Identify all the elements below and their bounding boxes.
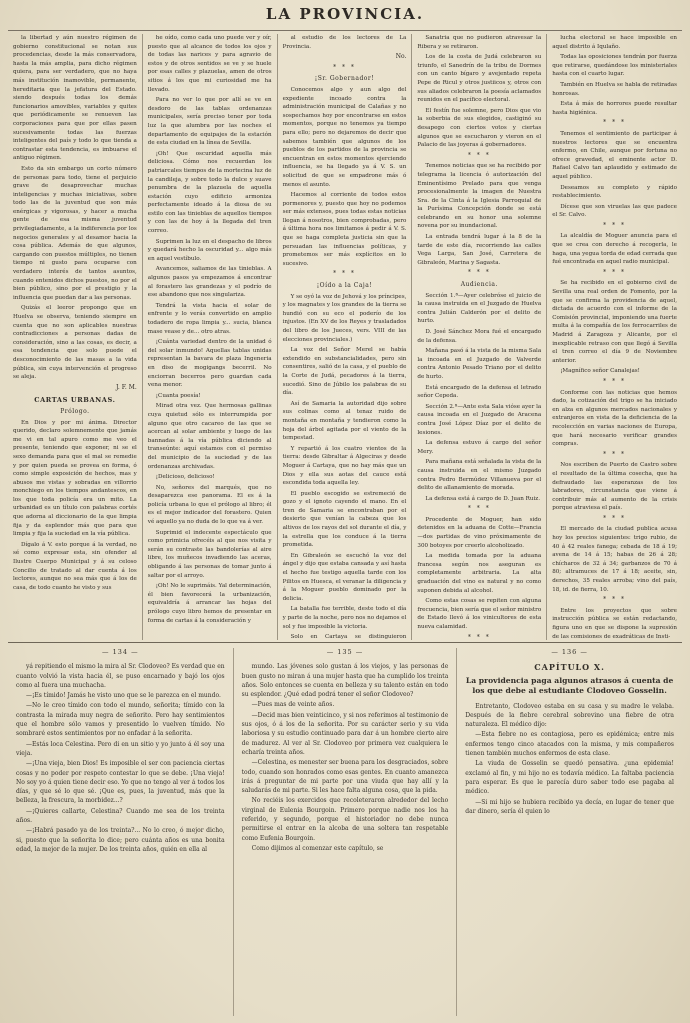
paragraph: Mañana pasó á la vista de la misma Sala la incoada en el Juzgado de Valverde contra Antonio Pesado Triano por el delito de hurto.: [417, 348, 542, 380]
section-separator-stars: * * *: [333, 270, 356, 278]
paragraph: Como estas cosas se repiten con alguna frecuencia, bien sería que el señor ministro de Estado llevó á los vinicultores de esta nueva calamidad.: [417, 598, 542, 630]
paragraph: Todas las oposiciones tendrán por fuerza que retirarse, quedándose los ministeriales hasta con el cuarto lugar.: [552, 54, 677, 78]
section-separator-stars: * * *: [333, 63, 356, 71]
column-2: [143, 34, 278, 640]
paragraph: La defensa estuvo á cargo del señor Mery.: [417, 440, 542, 455]
paragraph: La entrada tendrá lugar á la 8 de la tarde de este día, recorriendo las calles Vega Larga, San José, Carretera de Gibraleón, Marina y Sagasta.: [417, 234, 542, 266]
paragraph: —Si mi hijo se hubiera recibido ya decía, en lugar de tener que dar dinero, sería él quien lo: [465, 798, 674, 815]
paragraph: El pueblo escogido se estremeció de gozo y el ignoto cayendo el mano. En el tren de Samaria se encontraban por el desierto que venían la cabeza que los altivos de los rayos del sol durante el día, y la estrella que los conduce á la tierra prometida.: [282, 490, 407, 549]
paragraph: Tenemos el sentimiento de participar á nuestros lectores que se encuentra enfermo, en Chile, aunque por fortuna no ofrece gravedad, el eminente actor D. Rafael Calvo tan aplaudido y estimado de aquel público.: [552, 130, 677, 180]
paragraph: La batalla fue terrible, deste todo el día y parte de la noche, pero nos no dejamos el sol y fue imposible la victoria.: [282, 606, 407, 630]
paragraph: Se ha recibido en el gobierno civil de Sevilla una real orden de Fomento, por la que se confirma la providencia de aquel, dictada de acuerdo con el informe de la Comisión provincial, imponiendo una fuerte multa á la compañía de los ferrocarriles de Madrid á Zaragoza y Alicante, por el inexplicable retraso con que llegó á Sevilla el tren correo el día 9 de Noviembre anterior.: [552, 280, 677, 364]
paragraph: La alcaldía de Moguer anuncia para el que se crea con derecho á recogerla, le haga, una yegua torda de edad cerrada que fué encontrada en aquel radio municipal.: [552, 233, 677, 266]
paragraph: No reciéis los exercidos que recoleteraron alrededor del lecho virginal de Eulenia Bourgoin. Primero porque nadie nos los ha referido, y segundo, porque el historiador no debe nunca permitirse el entrar en la alcoba de una soltera tan respetable como Eufenia Bourgoin.: [241, 797, 449, 842]
paragraph: Tenemos noticias que se ha recibido por telegrama la licencia ó autorización del Eminentísimo Prelado para que venga procesionalmente la imagen de Nuestra Sra. de la Cinta á la Iglesia Parroquial de la Purísima Concepción donde se está celebrando en su honor una solemne novena por su inundacional.: [417, 163, 542, 230]
paragraph: Sección 2.ª—Ante esta Sala vióse ayer la causa incoada en el Juzgado de Aracena contra José López Díaz por el delito de lesiones.: [417, 403, 542, 436]
paragraph: Procedente de Moguer, han sido detenidos en la aduana de Cotte—Francia—dos partidas de vino próximamente de 300 botoyes por creerlo alcoholizado.: [417, 516, 542, 549]
paragraph: Solo en Cartaya se distinguieron: [290, 634, 407, 640]
paragraph: Nos escriben de Puerto de Castro sobre el resultado de la última cosecha, que ha defraudado las esperanzas de los labradores, circunstancia que viene á contribuir más al aumento de la crisis porque atraviesa el país.: [552, 462, 677, 512]
paragraph: —¡Habrá pasado ya de los treinta?... No lo creo, ó mejor dicho, si, puesto que la señorita lo dice; pero cuánta años es una bonita edad, la mejor de la mujer. De los treinta años, quién en ella al: [16, 827, 225, 853]
paragraph: Dígalo á V. esto porque á la verdad, no sé como expresar esta, sin ofender al Ilustre Cuerpo Municipal y á su celoso Concilio de tratado al dar cuenta á los lectores, aunque no sea más que á los de casa, de todo cuanto he visto y sus: [13, 541, 137, 591]
chapter-subtitle: La providencia paga algunos atrasos á cuenta de los que debe al estudiante Clodoveo Gosselin.: [465, 675, 674, 695]
paragraph: D. José Sánchez Mora fué el encargado de la defensa.: [417, 329, 542, 344]
section-separator-stars: * * *: [603, 268, 626, 276]
upper-columns: [8, 34, 682, 640]
paragraph: Avancemos, saliamos de las tinieblas. A algunos pasos ya empezamos á encontrar al forastero las grandezas y el podrío de ese abandono que nos singulariza.: [147, 266, 272, 299]
paragraph: Y se oyó la voz de Jehová y los príncipes, y los magnates y los grandes de la tierra se hundió con su eco el poderío de los injustos. (En XV de los Reyes y trasladados del libro de los Jueces, vers. VIII de las elecciones provinciales.): [282, 293, 407, 343]
paragraph: El festín fue solemne, pero Dios que vio la soberbia de sus elegidos, castiginó su desapego con ciertos votos y ciertas algunos que se escucharon y vieron en el Palacio de las joyeras á gobernadores.: [417, 107, 542, 149]
author-signature: No.: [395, 53, 407, 61]
section-separator-stars: * * *: [467, 151, 491, 159]
paragraph: No, señores del marqués, que no desaparezca ese panorama. El es á la policía urbana lo que el prólogo al libro; él es el mejor indicador del forastero. Quien vé aquello ya no duda de lo que va á ver.: [147, 484, 272, 526]
paragraph: —Pues mas de veinte años.: [251, 701, 335, 709]
newspaper-title: LA PROVINCIA.: [265, 5, 425, 23]
page-number: — 134 —: [102, 648, 139, 656]
paragraph: Está encargado de la defensa el letrado señor Cepeda.: [417, 384, 542, 400]
subheading-gobernador: ¡Sr. Gobernador!: [314, 75, 375, 83]
paragraph: Mirad otra vez. Que hermosas gallinas cuya quietud sólo es interrumpida por alguno que otro cacareo de las que se acercan al solar ambiente y luego de las bannadas á la vía pública diciendo al transeúnte: aquí estamos con el permiso del municipio de la suciedad y de las ordenanzas archivadas.: [147, 403, 272, 470]
section-separator-stars: * * *: [467, 505, 491, 513]
section-separator-stars: * * *: [467, 269, 491, 277]
paragraph: En Dios y por mi ánima. Director querido, declaro solemnemente que jamás me vi en tal apuro como me veo el presente, teniendo que exponer, ni se el sexo demanda para que el mal se remedie y por quien pueda se provea en forma, ó como simple exposición de hechos, mas y abusos me vistas y sobradas en villorrio monchiego en los tiempos andantescos, en los que toda policía era un mito. La urbanidad es un título con palabras cortés que adorna al diccionario de la que limpia fija y da esplendor más que para que limpia y fija la suciedad en la vía pública.: [13, 419, 137, 538]
paragraph: Para mañana está señalada la vista de la causa instruida en el mismo Juzgado contra Pedro Bermúdez Villanueva por el delito de allanamiento de morada.: [417, 459, 542, 492]
paragraph: Para no ver lo que por allí se ve en desdoro de las tablas ordenanzas municipales, sería preciso tener por toda luz la que alumbra por las noches el departamento de equipajes de la estación de esta ciudad en la línea de Sevilla.: [147, 97, 272, 147]
masthead-rule: [8, 30, 682, 31]
paragraph: Sanatria que no pudieron atravesar la Ribera y se retiraron.: [417, 35, 542, 50]
section-separator-stars: * * *: [603, 596, 626, 604]
paragraph: La defensa está á cargo de D. Juan Ruiz.: [425, 495, 540, 502]
paragraph: En Gibraleón se escuchó la voz del ángel y dijo que estaba cansada y así hasta el hecho fue testigo aquella tarde con los Pilitos en Huesca, el veranar la diligencia y á la Moguer pueblo dominado por la delicia.: [282, 552, 407, 602]
paragraph: —¡Es tímido! Jamás he visto uno que se le parezca en el mundo.: [26, 692, 221, 700]
paragraph: Deseamos su completo y rápido restablecimiento.: [552, 184, 677, 200]
paragraph: Suprimen la luz en el despacho de libros y quedará hecho la oscuridad y... algo más en aquel vestíbulo.: [147, 238, 272, 262]
paragraph: —¡Una vieja, bien Dios! Es imposible el ser con paciencia ciertas cosas y no poder por respeto contestar lo que se debe. ¡Una vieja! No soy yo á quien tiene decir eso. Yo que no tengo al ver á todos los días, y que sé lo que sé. ¡Que es, pues, la juventud, más que la belleza, la frescura, la morbidez...?: [16, 760, 225, 805]
paragraph: Conforme con las noticias que hemos dado, la cotización del trigo se ha iniciado en alza en algunos mercados nacionales y extranjeros en vista de la deficiencia de la recolección en varias naciones de Europa, que hará necesario verificar grandes compras.: [552, 389, 677, 448]
paragraph: yá repitiendo el mismo la mira al Sr. Clodoveo? Es verdad que en cuanto volvió la vista hacia él, se puso encarnado y bajó los ojos como al fuera una muchacha.: [16, 663, 225, 689]
paragraph: Como dijimos al comenzar este capítulo, se: [251, 844, 384, 852]
paragraph: El mercado de la ciudad publica acusa hoy los precios siguientes: trigo rubio, de 40 á 42 reales fanega; cebada de 18 á 19; avena de 14 á 15; habas de 26 á 28; chícharos de 32 á 34; garbanzos de 70 á 80; altramuces de 17 á 18; aceite, sin, derechos, 35 reales arroba; vino del país, 18, id. de fierra, 10.: [552, 526, 677, 593]
serial-section: [8, 648, 682, 1016]
paragraph: Esta á más de horrores puede resultar hasta higiénica.: [552, 101, 677, 116]
paragraph: Tendrá la vista hacia el solar de enfrente y lo verás convertido en amplio todadero de ropa limpia y... sucia, blanca mase vease y de... otro atras.: [147, 302, 272, 335]
section-heading-cartas-urbanas: CARTAS URBANAS.: [34, 396, 116, 405]
section-separator-stars: * * *: [603, 119, 626, 127]
column-1: [8, 34, 143, 640]
page-number: — 136 —: [551, 648, 588, 656]
paragraph: Esto da sin embargo un corto número de personas para todo, tiene el perjuicio grave de desaprovechar muchas inteligencias y muchas iniciativas, sobre todo las de la juventud que son más enérgicas y vigorosas, y hacer a mucha gente de esa misma juventud privilegiadamente, a la indiferencia por los negocios generales y al desamor hacia la cosa pública. Además de que algunos, cargando con puestos múltiples, no tienen tiempo ni gusto para ocuparse con verdadero interés de tantos asuntos, cuando entenidos dichos puestos, no por el bien público, sino por el prestigio y la influencia que puedan dar a las personas.: [13, 165, 137, 301]
paragraph: La medida tomada por la aduana francesa según nos aseguran es completamente arbitraria. La alta graduación del vino es natural y no como suponen debida al alcohol.: [417, 553, 542, 594]
paragraph: Entretanto, Clodoveo estaba en su casa y su madre le velaba. Después de la fiebre cerebral sobrevino una fiebre de otra naturaleza. El médico dijo:: [465, 702, 674, 729]
author-signature: J. F. M.: [115, 383, 137, 391]
paragraph: ¡Oh! No le suprimáis. Yal determinación, él bien favorecerá la urbanización, equivaldría á arrancar las hojas del prólogo cuyo libro hemos de presentar en forma de cartas á la consideración y: [147, 583, 272, 624]
paragraph: ¡Delicioso, delicioso!: [155, 474, 215, 481]
paragraph: Hacemos al corriente de todos estos pormenores y, puesto que hoy no podemos ser más extensos, pues todas estas noticias llegan á nosotros, bien comprobadas, pero á última hora nos limitamos á pedir á V. S. que se haga completa justicia sin que la persuadan las influencias políticas, y prometemos ser más explícitos en lo sucesivo.: [282, 192, 407, 267]
paragraph: he oído, como cada uno puede ver y oír, puesto que al alcance de todos los ojos y de todas las narices y para agravio de estos y de otros sentidos se ve y se huele por esas calles y plazuelas, amen de otros sitios á los que mi curiosidad me ha llevado.: [147, 35, 272, 93]
paragraph: al estudio de los lectores de La Provincia.: [282, 35, 407, 50]
paragraph: Los de la costa de Judá celebraron su triunfo, el Sanedrín de la tribu de Dormes con un canto bígaro y avejentado repeta Pepe de Ricul y otros justiicos y, otros con sus aliados celebraron la poesía aclamados reunidos en el pacífico electoral.: [417, 54, 542, 104]
paragraph: lucha electoral se hace imposible en aquel distrito á Iqulaño.: [552, 35, 677, 50]
page-number: — 135 —: [326, 648, 364, 656]
chapter-heading: CAPÍTULO X.: [534, 662, 605, 673]
masthead: [0, 4, 690, 26]
paragraph: También en Huelva se habla de retiradas honrosas.: [552, 81, 677, 97]
paragraph: —No le creo tímido con todo el mundo, señorita; tímido con la contrasta la mirada muy negra de señorito. Pero hay sentimientos que el hombre sólo vamos y presentido lo vuelven tímido. No sombraré estos sentimientos por no enfadar á la señorita.: [16, 702, 225, 738]
paragraph: ¡Oh! Que oscuridad aquella más deliciosa. Cómo nos recuerdan los patriarcales tiempos de la mortecina luz de la candileja, y sobre todo la dulce y suave penumbra de la plazuela de aquella estación cuyo edificio armoniza perfectamente ideado á la diosa de su estilo con las tinieblas de aquellos tiempos y con las de hoy á la llegada del tren correo.: [147, 150, 272, 235]
paragraph: La voz del Señor Merel se había extendido en substancialidades, pero sin consentires, salió de la casa, y el pueblo de la Corte de Judá, pecadores á la tierra, sucedió. Sino de Júbilo los palabras de su día.: [282, 347, 407, 397]
paragraph: mundo. Las jóvenes solo gustan á los viejos, y las personas de buen gusto no miran á una mujer hasta que ha cumplido los treinta años. Solo entonces se cuenta en belleza y su talento están en todo su esplendor. ¿Qué edad podrá tener el señor Clodoveo?: [241, 663, 449, 699]
subheading-prologo: Prólogo.: [60, 407, 90, 415]
paragraph: —Estás loca Celestina. Pero di en un sitio y yo junto á él soy una vieja.: [16, 740, 225, 757]
section-separator-stars: * * *: [603, 450, 626, 458]
subheading-oido-caja: ¡Oído a la Caja!: [316, 282, 373, 290]
serial-column-3: [457, 648, 682, 1016]
column-4: [412, 34, 547, 640]
paragraph: la libertad y aún nuestro régimen de gobierno constitucional se notan sus procedencias, desde la más conservadora, hasta la más amplia, para dicho régimen quiera, para ser verdadero, que no haya más institución inamovible, permanente, hereditaria que la jefatura del Estado. siendo después todas los demás funcionarios amovibles, variables y quites que periódicamente se renueven las corporaciones para que por ellas pasen sucesivamente todas las fuerzas inteligentes del país y todo lo que tienda a contrastar esta tendencia, es imbuarse el antiguo régimen.: [13, 35, 137, 162]
section-separator-stars: * * *: [467, 633, 491, 640]
serial-column-1: [8, 648, 233, 1016]
paragraph: Dícese que son viruelas las que padece el Sr. Calvo.: [552, 203, 677, 219]
subheading-audiencia: Audiencia.: [460, 281, 498, 289]
paragraph: —¡Quieres callarte, Celestina? Cuando me sea de los treinta años.: [16, 807, 225, 825]
column-5: [547, 34, 682, 640]
column-3: [278, 34, 413, 640]
section-separator-stars: * * *: [603, 377, 626, 385]
paragraph: ¡Cuanta poesía!: [155, 392, 201, 399]
paragraph: Entre los proyectos que sobre instrucción pública se están redactando, figura uno en que se dispone la supresión de las comisiones de exadráticas de Insti-: [552, 607, 677, 640]
paragraph: Suprimid el indecente espectáculo que como primicia ofrecéis al que nos visita y serán su contraste las bandolerías al aire libre, los muñecos invadiendo las aceras, obligando á las personas de tomar junto á saltar por el arroyo.: [147, 529, 272, 579]
paragraph: Así de Samaria la autoridad dijo sobre sus colinas como al tenaz ruido de montaña en montaña y tendieron como la hoja del árbol agitada por el viento de la tempestad.: [282, 400, 407, 442]
paragraph: ¡Cuánta variedad dentro de la unidad ó del solar inmundo! Aquellas tablas unidas representan la bavara de plaza Ingeneria en diso de mogigangs becerril. No enciorran becerros pero guardan cada vena menor.: [147, 339, 272, 389]
paragraph: —Decid mas bien veinticinco, y si nos referimos al testimonio de sus ojos, ó á los de la señorita. Por su carácter serio y su vida laboriosa y su estudio continuado para dar á un hombre cierto aire de madurez. Al ver al Sr. Clodoveo por primera vez cualquiera le echaría treinta años.: [241, 711, 449, 756]
paragraph: Quizás el leeror propongo que en Huelva se observa, teniendo siempre en cuenta que no son aplicables nuestras contradicciones a personas dadas de consideración, sino a las cosas, es decir, a esa tendencia que solo puede el desconocimiento de las masas a la vida pública, sin cuya intervención el progreso se aleja.: [13, 305, 137, 381]
section-separator-stars: * * *: [603, 514, 626, 522]
paragraph: Conocemos algo y aun algo del expediente incoado contra la administración municipal de Calañas y no sospechamos hoy por encontrarse en estos momentos, porque no tenemos ya tiempo para ello; pero no dejaremos de decir que sabemos también que algunos de los pueblos de los partidos de la provincia se encuentran en estos momentos ejerciendo influencia, se ha llegado ya á V. S. un solicitud de que se empadrone más ó menos el asunto.: [282, 86, 407, 188]
paragraph: ¡Magnífico señor Canalejas!: [560, 368, 640, 375]
section-separator-stars: * * *: [603, 221, 626, 229]
paragraph: Y repartió á los cuatro vientos de la tierra: desde Gibraltar á Algeciras y desde Moguer á Cartaya, que no hay más que un Dios y ella sus aotas del cauce está escondida toda aquella ley.: [282, 445, 407, 487]
paragraph: —Celestina, es menester ser buena para los desgraciados, sobre todo, cuando son honrados como esas gentes. En cuanto amanezca irás á preguntar de mi parte por una viuda que hay allí y la saludarás de mi parte. Si les hace falta alguna cosa, que la pida.: [241, 759, 449, 795]
serial-column-2: [233, 648, 458, 1016]
paragraph: La viuda de Gosselin se quedó pensativa. ¿una epidemia! exclamó al fin, y mi hijo no es todavía médico. La faltaba paciencia para esperar. Es que le parecía duro saber todo ese pagaba al médico.: [465, 760, 674, 796]
paragraph: Sección 1.ª—Ayer celebróse el juicio de la causa instruida en el Juzgado de Huelva contra Julián Calderón por el delito de hurto.: [417, 292, 542, 325]
paragraph: —Esta fiebre no es contagiosa, pero es epidémica; entre mis enfermos tengo cinco atacados con la misma, y mis compañeros tienen también muchos enfermos de esta clase.: [465, 731, 674, 758]
folletin-divider: [8, 642, 682, 643]
